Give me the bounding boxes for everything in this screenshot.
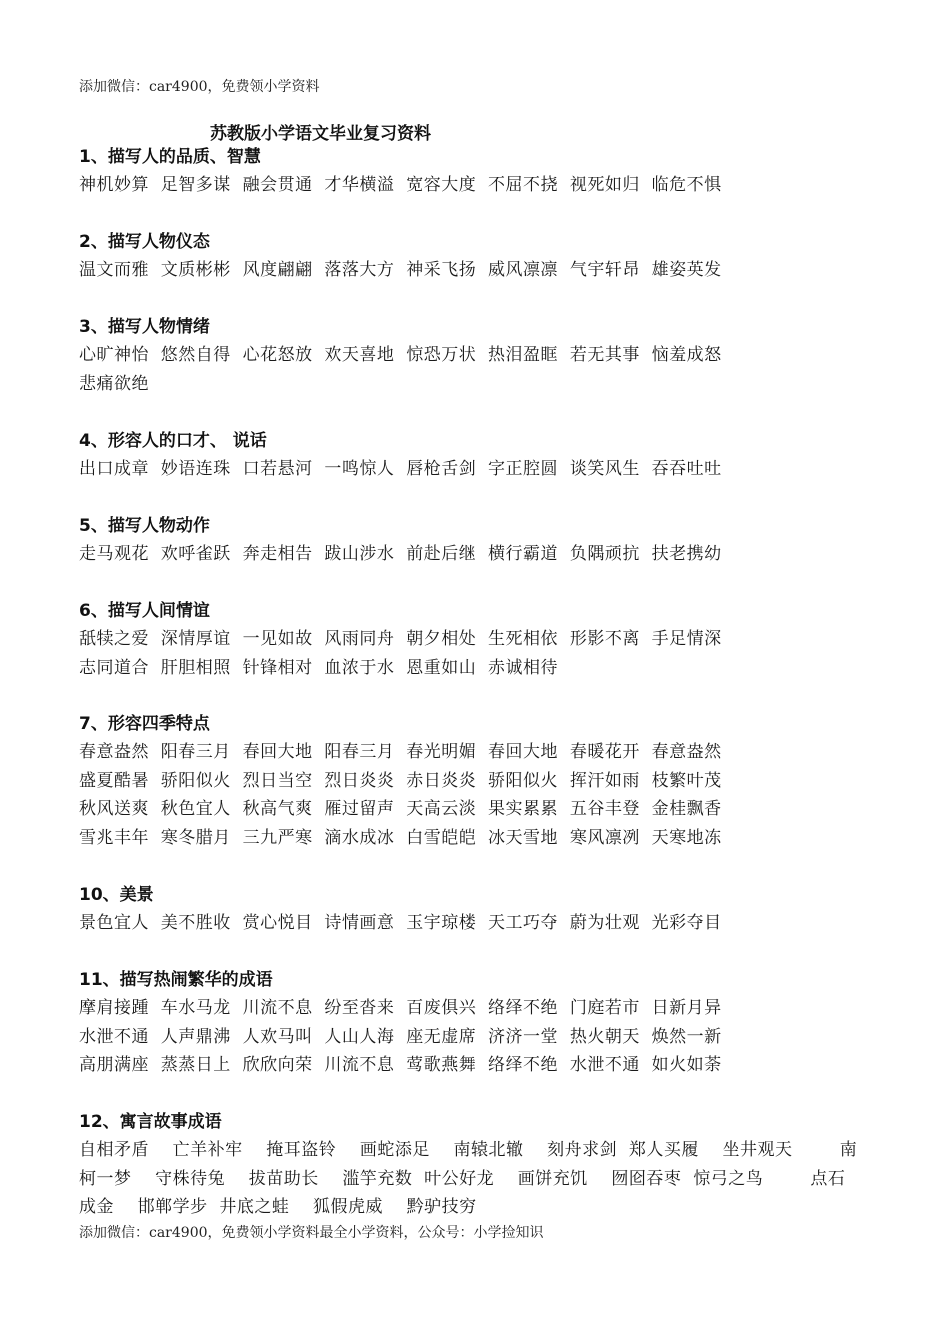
section-5 <box>79 512 879 569</box>
idiom-line: 高朋满座 蒸蒸日上 欣欣向荣 川流不息 莺歌燕舞 络绎不绝 水泄不通 如火如荼 <box>79 1055 722 1075</box>
idiom-line: 走马观花 欢呼雀跃 奔走相告 跋山涉水 前赴后继 横行霸道 负隅顽抗 扶老携幼 <box>79 544 722 564</box>
section-heading: 7、形容四季特点 <box>79 714 210 734</box>
idiom-line: 出口成章 妙语连珠 口若悬河 一鸣惊人 唇枪舌剑 字正腔圆 谈笑风生 吞吞吐吐 <box>79 459 722 479</box>
footer-note: 添加微信：car4900，免费领小学资料最全小学资料，公众号：小学捡知识 <box>79 1225 544 1241</box>
idiom-line: 水泄不通 人声鼎沸 人欢马叫 人山人海 座无虚席 济济一堂 热火朝天 焕然一新 <box>79 1026 722 1047</box>
section-10 <box>79 1108 879 1222</box>
idiom-line: 神机妙算 足智多谋 融会贯通 才华横溢 宽容大度 不屈不挠 视死如归 临危不惧 <box>79 175 722 195</box>
section-9 <box>79 966 879 1080</box>
idiom-line: 景色宜人 美不胜收 赏心悦目 诗情画意 玉宇琼楼 天工巧夺 蔚为壮观 光彩夺目 <box>79 913 722 933</box>
section-heading: 1、描写人的品质、智慧 <box>79 147 261 167</box>
idiom-line: 志同道合 肝胆相照 针锋相对 血浓于水 恩重如山 赤诚相待 <box>79 657 559 678</box>
idiom-line: 春意盎然 阳春三月 春回大地 阳春三月 春光明媚 春回大地 春暖花开 春意盎然 <box>79 742 722 762</box>
section-heading: 12、寓言故事成语 <box>79 1112 222 1132</box>
idiom-line: 舐犊之爱 深情厚谊 一见如故 风雨同舟 朝夕相处 生死相依 形影不离 手足情深 <box>79 629 722 649</box>
section-heading: 2、描写人物仪态 <box>79 232 210 252</box>
section-2 <box>79 228 879 285</box>
idiom-line: 雪兆丰年 寒冬腊月 三九严寒 滴水成冰 白雪皑皑 冰天雪地 寒风凛冽 天寒地冻 <box>79 827 722 848</box>
section-6 <box>79 597 879 682</box>
section-heading: 3、描写人物情绪 <box>79 317 210 337</box>
idiom-line: 摩肩接踵 车水马龙 川流不息 纷至沓来 百废俱兴 络绎不绝 门庭若市 日新月异 <box>79 998 722 1018</box>
section-heading: 5、描写人物动作 <box>79 516 210 536</box>
section-3 <box>79 313 879 398</box>
section-heading: 10、美景 <box>79 885 154 905</box>
header-note: 添加微信：car4900，免费领小学资料 <box>79 79 320 95</box>
idiom-line: 自相矛盾 亡羊补牢 掩耳盗铃 画蛇添足 南辕北辙 刻舟求剑 郑人买履 坐井观天 南 <box>79 1140 858 1160</box>
idiom-line: 温文而雅 文质彬彬 风度翩翩 落落大方 神采飞扬 威风凛凛 气宇轩昂 雄姿英发 <box>79 260 722 280</box>
section-1 <box>79 143 879 200</box>
idiom-line: 秋风送爽 秋色宜人 秋高气爽 雁过留声 天高云淡 果实累累 五谷丰登 金桂飘香 <box>79 799 722 819</box>
section-4 <box>79 427 879 484</box>
idiom-line: 柯一梦 守株待兔 拔苗助长 滥竽充数 叶公好龙 画饼充饥 囫囵吞枣 惊弓之鸟 点石 <box>79 1168 846 1189</box>
document-title: 苏教版小学语文毕业复习资料 <box>210 124 431 144</box>
section-8 <box>79 881 879 938</box>
idiom-line: 盛夏酷暑 骄阳似火 烈日当空 烈日炎炎 赤日炎炎 骄阳似火 挥汗如雨 枝繁叶茂 <box>79 770 722 791</box>
section-heading: 11、描写热闹繁华的成语 <box>79 970 273 990</box>
idiom-line: 悲痛欲绝 <box>79 373 149 394</box>
section-7 <box>79 710 879 852</box>
section-heading: 4、形容人的口才、 说话 <box>79 431 267 451</box>
idiom-line: 心旷神怡 悠然自得 心花怒放 欢天喜地 惊恐万状 热泪盈眶 若无其事 恼羞成怒 <box>79 345 722 365</box>
idiom-line: 成金 邯郸学步 井底之蛙 狐假虎威 黔驴技穷 <box>79 1197 477 1217</box>
section-heading: 6、描写人间情谊 <box>79 601 210 621</box>
